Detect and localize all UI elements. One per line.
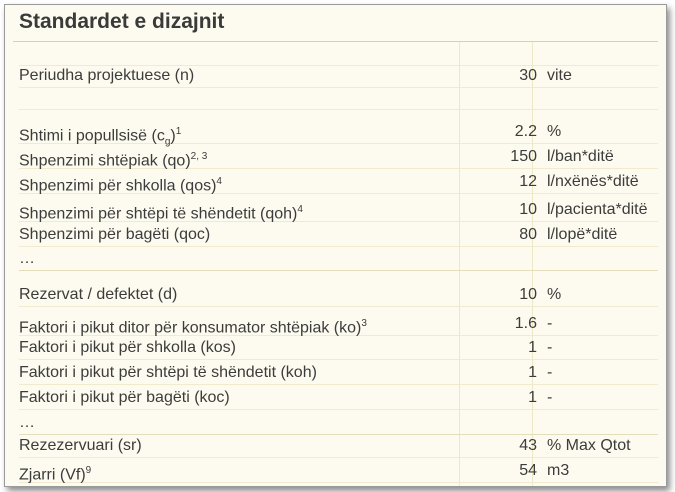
row-label: Periudha projektuese (n) (19, 67, 195, 84)
row-label: Rezezervuari (sr) (19, 437, 142, 454)
row-value: 80 (519, 226, 537, 243)
table-row (19, 146, 658, 169)
table-row (19, 171, 658, 194)
row-value: 10 (519, 286, 537, 303)
table-row (19, 362, 658, 385)
row-value: 1 (528, 364, 537, 381)
row-value: 12 (519, 173, 537, 190)
blank-row (19, 87, 658, 110)
row-unit: - (547, 364, 553, 381)
row-label: Shpenzimi për shkolla (qos)$^4$ (19, 176, 222, 195)
row-label: Faktori i pikut për bagëti (koc) (19, 389, 230, 406)
row-unit: l/nxënës*ditë (547, 173, 639, 190)
table-row (19, 313, 658, 336)
row-value: 1 (528, 339, 537, 356)
row-unit: m3 (547, 462, 570, 479)
row-unit: - (547, 389, 553, 406)
table-row (19, 435, 658, 458)
row-value: 30 (519, 67, 537, 84)
row-value: 54 (519, 462, 537, 479)
table-row (19, 224, 658, 247)
row-value: 150 (510, 148, 537, 165)
table-row (19, 337, 658, 360)
blank-row (19, 43, 658, 66)
row-label: Faktori i pikut ditor për konsumator shtëpiak (ko)$^3$ (19, 318, 367, 337)
row-value: 10 (519, 201, 537, 218)
row-label: Faktori i pikut për shtëpi të shëndetit (koh) (19, 364, 317, 381)
table-row (19, 387, 658, 410)
row-unit: vite (547, 67, 572, 84)
title-divider (13, 41, 658, 42)
row-label: Shpenzimi për bagëti (qoc) (19, 226, 211, 243)
row-unit: l/pacienta*ditë (547, 201, 648, 218)
row-unit: % (547, 286, 562, 303)
table-row (19, 199, 658, 222)
table-row (19, 284, 658, 307)
row-value: 2.2 (514, 123, 537, 140)
row-label: … (19, 250, 35, 267)
sheet-title: Standardet e dizajnit (19, 10, 225, 33)
row-unit: l/ban*ditë (547, 148, 614, 165)
table-row (19, 121, 658, 148)
row-unit: % Max Qtot (547, 437, 631, 454)
row-label: Rezervat / defektet (d) (19, 286, 178, 303)
table-row (19, 65, 658, 88)
row-label: Faktori i pikut për shkolla (kos) (19, 339, 236, 356)
design-standards-sheet (4, 4, 667, 487)
row-value: 43 (519, 437, 537, 454)
row-unit: % (547, 123, 562, 140)
row-unit: l/lopë*ditë (547, 226, 618, 243)
row-label: Zjarri $(Vf)^9$ (19, 465, 92, 484)
row-value: 1.6 (514, 315, 537, 332)
row-label: Shtimi i popullsisë $(c_g)^1$ (19, 126, 182, 148)
row-value: 1 (528, 389, 537, 406)
row-label: Shpenzimi shtëpiak (qo)$^{2, 3}$ (19, 151, 208, 170)
ellipsis-row (19, 412, 658, 435)
ellipsis-row (19, 248, 658, 271)
row-unit: - (547, 339, 553, 356)
row-label: … (19, 414, 35, 431)
row-label: Shpenzimi për shtëpi të shëndetit (qoh)$^4$ (19, 204, 303, 223)
row-unit: - (547, 315, 553, 332)
table-row (19, 460, 658, 483)
